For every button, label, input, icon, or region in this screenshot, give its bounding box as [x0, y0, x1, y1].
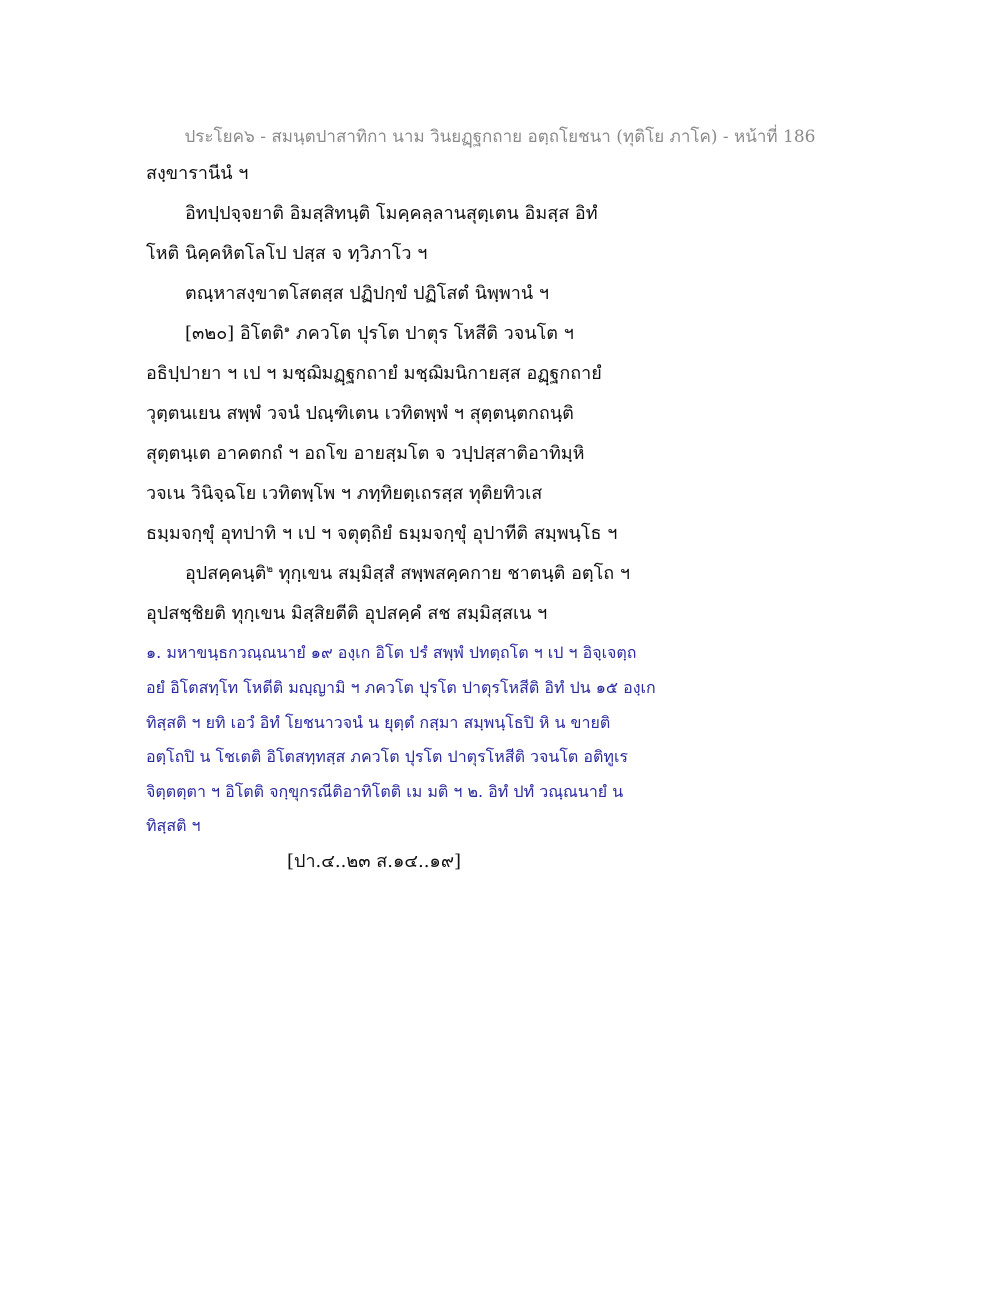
footnote-line-5: จิตฺตตฺตา ฯ อิโตติ จกฺขุกรณีติอาทิโตติ เม มติ ฯ ๒. อิทํ ปทํ วณฺณนายํ น	[146, 782, 624, 801]
body-line-11-rest: ทุกฺเขน สมฺมิสฺสํ สพฺพสคฺคกาย ชาตนฺติ อตฺโถ ฯ	[272, 563, 630, 584]
body-line-4: ตณฺหาสงฺขาตโสตสฺส ปฏิปกฺขํ ปฏิโสตํ นิพฺพานํ ฯ	[185, 283, 549, 304]
body-line-1: สงฺขารานีนํ ฯ	[146, 163, 249, 184]
body-line-11	[185, 562, 630, 586]
body-line-6: อธิปฺปายา ฯ เป ฯ มชฺฌิมฏฺฐกถายํ มชฺฌิมนิกายสฺส อฏฺฐกถายํ	[146, 363, 602, 384]
footnote-ref-2: ๒	[266, 564, 273, 575]
footnote-line-6: ทิสฺสติ ฯ	[146, 816, 201, 835]
body-line-2: อิทปฺปจฺจยาติ อิมสฺสิทนฺติ โมคฺคลฺลานสุตฺเตน อิมสฺส อิทํ	[185, 203, 598, 224]
footnote-line-4: อตฺโถปิ น โชเตติ อิโตสทฺทสฺส ภควโต ปุรโต ปาตุรโหสีติ วจนโต อติทูเร	[146, 747, 629, 766]
body-line-8: สุตฺตนฺเต อาคตกถํ ฯ อถโข อายสฺมโต จ วปฺปสฺสาติอาทิมฺหิ	[146, 443, 585, 464]
page-header: ประโยค๖ - สมนฺตปาสาทิกา นาม วินยฏฺฐกถาย อตฺถโยชนา (ทุติโย ภาโค) - หน้าที่ 186	[184, 127, 816, 147]
body-line-5-start: [๓๒๐] อิโตติ	[185, 323, 284, 344]
body-line-11-start: อุปสคฺคนฺติ	[185, 563, 267, 584]
body-line-5	[185, 322, 574, 346]
footnote-ref-1: ๑	[283, 324, 291, 335]
footnote-line-3: ทิสฺสติ ฯ ยทิ เอวํ อิทํ โยชนาวจนํ น ยุตฺตํ กสฺมา สมฺพนฺโธปิ หิ น ขายติ	[146, 713, 611, 732]
body-line-12: อุปสชฺชิยติ ทุกฺเขน มิสฺสิยตีติ อุปสคฺคํ สช สมฺมิสฺสเน ฯ	[146, 603, 548, 624]
body-line-5-rest: ภควโต ปุรโต ปาตุร โหสีติ วจนโต ฯ	[290, 323, 574, 344]
body-line-10: ธมฺมจกฺขุํ อุทปาทิ ฯ เป ฯ จตุตฺถิยํ ธมฺมจกฺขุํ อุปาทีติ สมฺพนฺโธ ฯ	[146, 523, 618, 544]
body-line-7: วุตฺตนเยน สพฺพํ วจนํ ปณฺฑิเตน เวทิตพฺพํ ฯ สุตฺตนฺตกถนฺติ	[146, 403, 574, 424]
body-line-3: โหติ นิคฺคหิตโลโป ปสฺส จ ทฺวิภาโว ฯ	[146, 243, 428, 264]
body-line-9: วจเน วินิจฺฉโย เวทิตพฺโพ ฯ ภทฺทิยตฺเถรสฺส ทุติยทิวเส	[146, 483, 543, 504]
footnote-line-1: ๑. มหาขนฺธกวณฺณนายํ ๑๙ องฺเก อิโต ปรํ สพฺพํ ปทตฺถโต ฯ เป ฯ อิจฺเจตฺถ	[146, 643, 637, 662]
footnote-line-2: อยํ อิโตสทฺโท โหตีติ มญฺญามิ ฯ ภควโต ปุรโต ปาตุรโหสีติ อิทํ ปน ๑๕ องฺเก	[146, 678, 656, 697]
page-reference: [ปา.๔..๒๓ ส.๑๔..๑๙]	[287, 851, 462, 872]
